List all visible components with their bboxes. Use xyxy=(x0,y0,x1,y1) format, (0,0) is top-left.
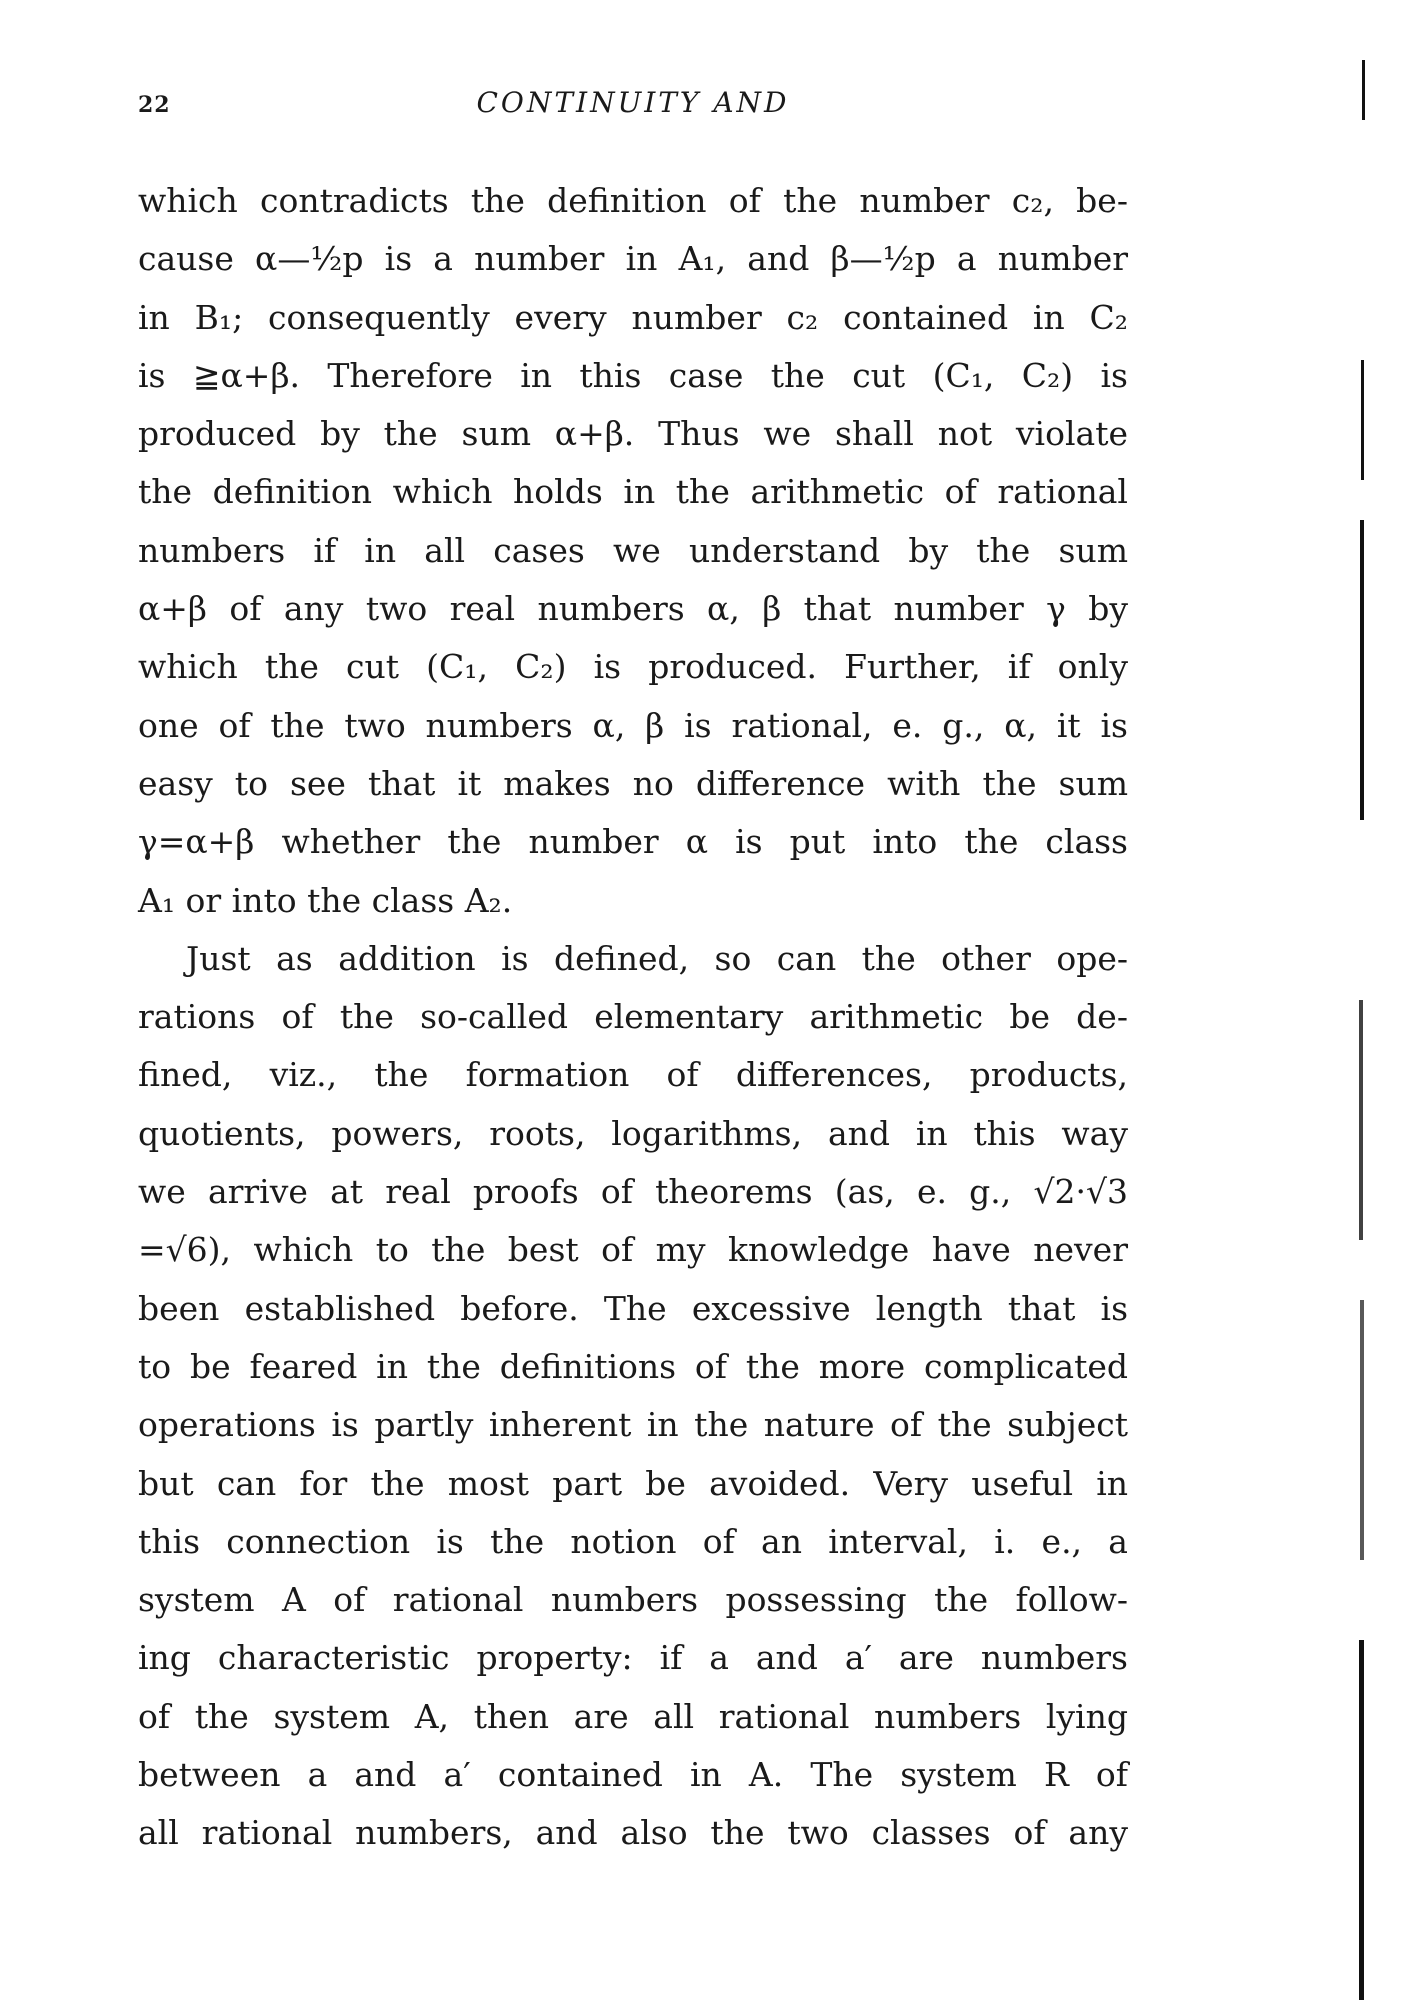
edge-mark xyxy=(1362,60,1365,120)
text-line: numbers if in all cases we understand by the sum xyxy=(138,530,1128,570)
text-line: one of the two numbers α, β is rational, e. g., α, it is xyxy=(138,705,1128,745)
edge-mark xyxy=(1359,1000,1363,1240)
body-text xyxy=(138,172,1128,1863)
text-line: quotients, powers, roots, logarithms, and in this way xyxy=(138,1113,1128,1153)
text-line: easy to see that it makes no difference with the sum xyxy=(138,763,1128,803)
page-number: 22 xyxy=(138,92,171,118)
running-head xyxy=(138,86,1128,126)
text-line: in B₁; consequently every number c₂ contained in C₂ xyxy=(138,297,1128,337)
text-line: which the cut (C₁, C₂) is produced. Further, if only xyxy=(138,647,1128,687)
text-line: between a and a′ contained in A. The system R of xyxy=(138,1755,1128,1795)
running-title: CONTINUITY AND xyxy=(476,86,790,119)
text-line: =√6), which to the best of my knowledge have never xyxy=(138,1230,1128,1270)
page-edge-shadow xyxy=(1358,0,1368,2005)
edge-mark xyxy=(1359,1640,1364,2000)
edge-mark xyxy=(1360,520,1364,820)
edge-mark xyxy=(1360,1300,1364,1560)
text-line: the definition which holds in the arithmetic of rational xyxy=(138,472,1128,512)
text-line: which contradicts the definition of the number c₂, be- xyxy=(138,181,1128,220)
text-line: γ=α+β whether the number α is put into the class xyxy=(138,822,1128,862)
text-line: is ≧α+β. Therefore in this case the cut (C₁, C₂) is xyxy=(138,355,1128,395)
text-line: cause α—½p is a number in A₁, and β—½p a number xyxy=(138,239,1128,279)
text-line: fined, viz., the formation of differences, products, xyxy=(138,1055,1128,1095)
text-line: operations is partly inherent in the nature of the subject xyxy=(138,1405,1128,1445)
text-line: Just as addition is defined, so can the other ope- xyxy=(186,938,1128,978)
text-line: all rational numbers, and also the two classes of any xyxy=(138,1813,1128,1853)
text-line: ing characteristic property: if a and a′ are numbers xyxy=(138,1638,1128,1678)
text-line: been established before. The excessive length that is xyxy=(138,1288,1128,1328)
text-line: but can for the most part be avoided. Very useful in xyxy=(138,1463,1128,1503)
text-line: rations of the so-called elementary arithmetic be de- xyxy=(138,997,1128,1037)
text-line: to be feared in the definitions of the more complicated xyxy=(138,1346,1128,1386)
text-line: we arrive at real proofs of theorems (as, e. g., √2·√3 xyxy=(138,1172,1128,1212)
text-line: this connection is the notion of an interval, i. e., a xyxy=(138,1521,1128,1561)
edge-mark xyxy=(1361,360,1364,480)
text-line: of the system A, then are all rational numbers lying xyxy=(138,1696,1128,1736)
text-line: A₁ or into the class A₂. xyxy=(138,880,513,920)
text-line: α+β of any two real numbers α, β that number γ by xyxy=(138,589,1128,629)
text-line: system A of rational numbers possessing the follow- xyxy=(138,1580,1128,1620)
text-line: produced by the sum α+β. Thus we shall not violate xyxy=(138,414,1128,454)
